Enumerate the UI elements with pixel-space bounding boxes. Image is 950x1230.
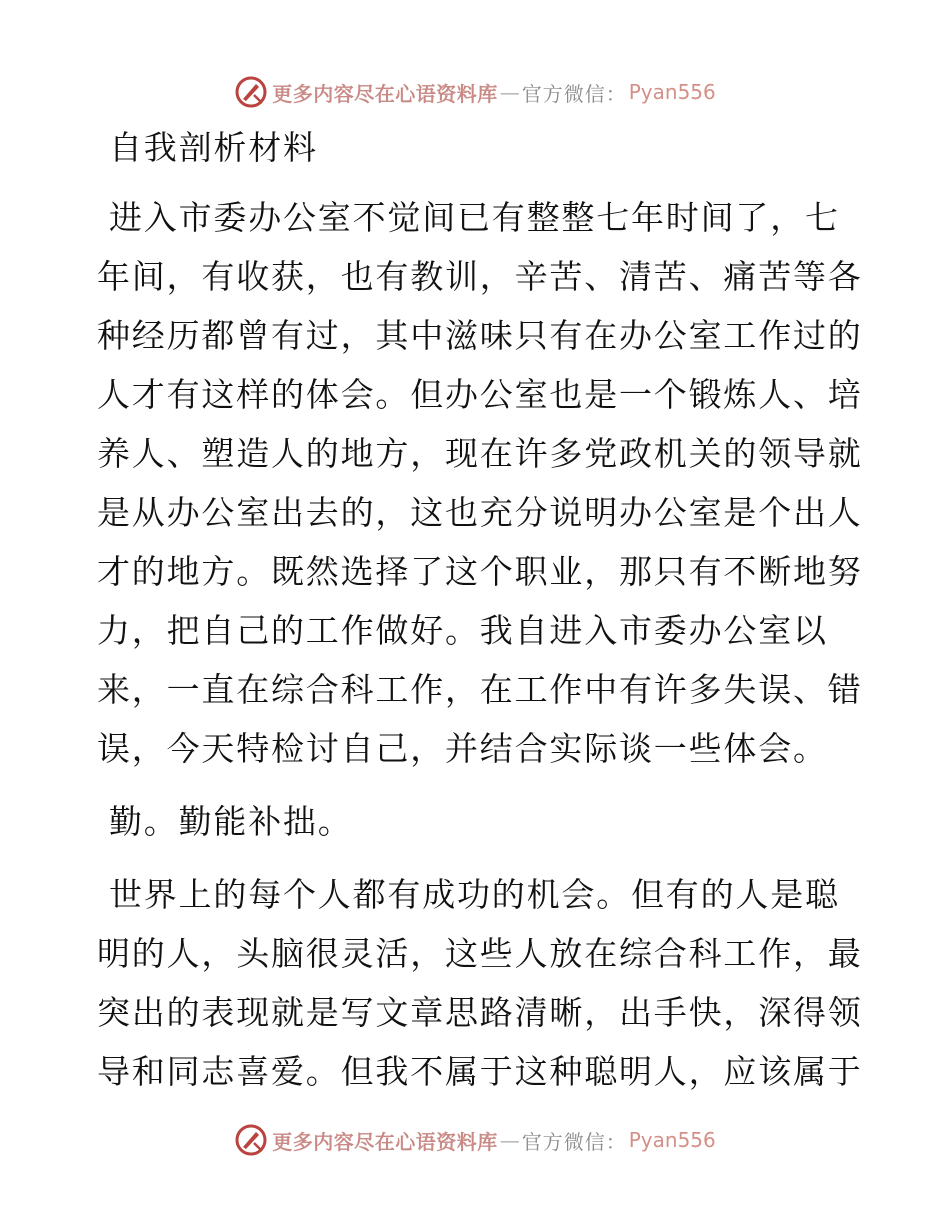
watermark-dash: — xyxy=(499,80,520,104)
paragraph-line: 明的人，头脑很灵活，这些人放在综合科工作，最 xyxy=(97,934,863,973)
paragraph-line: 导和同志喜爱。但我不属于这种聪明人，应该属于 xyxy=(97,1052,863,1091)
paragraph-line: 是从办公室出去的，这也充分说明办公室是个出人 xyxy=(97,493,863,532)
paragraph-line: 才的地方。既然选择了这个职业，那只有不断地努 xyxy=(97,552,863,591)
heading-line: 勤。勤能补拙。 xyxy=(109,802,353,841)
paragraph-line: 人才有这样的体会。但办公室也是一个锻炼人、培 xyxy=(97,375,863,414)
watermark-sub-text: 官方微信： xyxy=(521,1129,627,1154)
watermark-main-text: 更多内容尽在心语资料库 xyxy=(272,81,498,106)
watermark-wechat-id: Pyan556 xyxy=(628,1128,716,1152)
paragraph-line: 养人、塑造人的地方，现在许多党政机关的领导就 xyxy=(97,434,863,473)
quill-circle-icon xyxy=(234,1123,268,1157)
paragraph-line: 力，把自己的工作做好。我自进入市委办公室以 xyxy=(97,611,828,650)
document-title: 自我剖析材料 xyxy=(109,128,318,167)
header-watermark xyxy=(0,72,950,112)
paragraph-line: 进入市委办公室不觉间已有整整七年时间了，七 xyxy=(109,198,840,237)
quill-circle-icon xyxy=(234,75,268,109)
section-heading xyxy=(97,792,857,851)
paragraph-line: 来，一直在综合科工作，在工作中有许多失误、错 xyxy=(97,670,863,709)
paragraph-1 xyxy=(97,188,863,778)
footer-watermark xyxy=(0,1120,950,1160)
watermark-wechat-id: Pyan556 xyxy=(628,80,716,104)
paragraph-line: 误，今天特检讨自己，并结合实际谈一些体会。 xyxy=(97,729,828,768)
paragraph-line: 年间，有收获，也有教训，辛苦、清苦、痛苦等各 xyxy=(97,257,863,296)
paragraph-line: 种经历都曾有过，其中滋味只有在办公室工作过的 xyxy=(97,316,863,355)
watermark-sub-text: 官方微信： xyxy=(521,81,627,106)
paragraph-3 xyxy=(97,865,863,1101)
paragraph-line: 世界上的每个人都有成功的机会。但有的人是聪 xyxy=(109,875,840,914)
document-body xyxy=(97,120,863,1115)
watermark-main-text: 更多内容尽在心语资料库 xyxy=(272,1129,498,1154)
paragraph-line: 突出的表现就是写文章思路清晰，出手快，深得领 xyxy=(97,993,863,1032)
watermark-dash: — xyxy=(499,1128,520,1152)
